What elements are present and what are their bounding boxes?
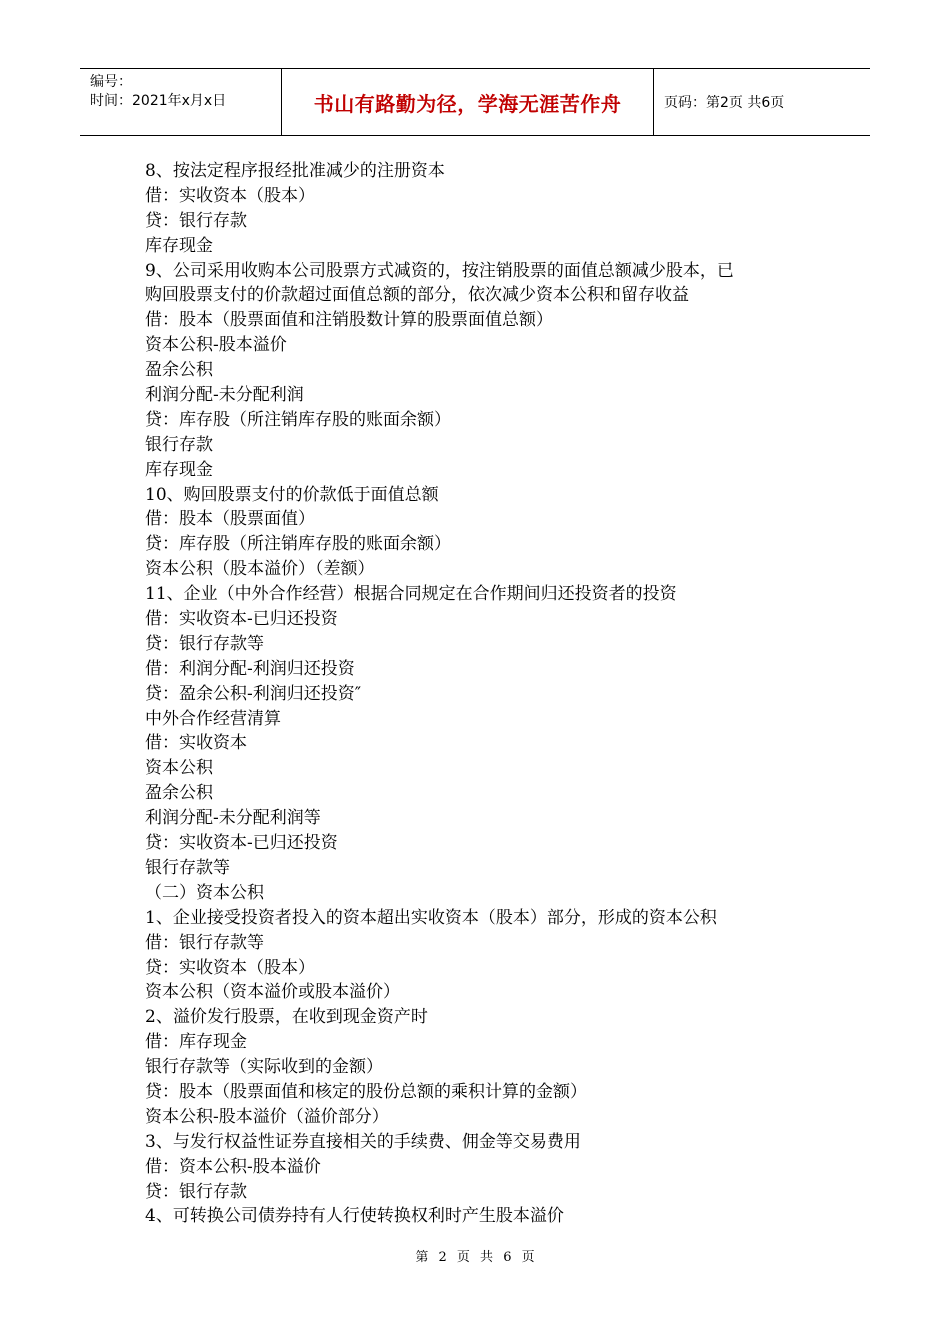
body-line: 3、与发行权益性证券直接相关的手续费、佣金等交易费用 <box>145 1131 581 1152</box>
body-line: 贷：库存股（所注销库存股的账面余额） <box>145 534 451 555</box>
body-line: 资本公积（股本溢价）（差额） <box>145 559 375 580</box>
body-line: （二）资本公积 <box>145 882 264 903</box>
body-line: 10、购回股票支付的价款低于面值总额 <box>145 484 439 505</box>
body-line: 2、溢价发行股票，在收到现金资产时 <box>145 1007 428 1028</box>
body-line: 4、可转换公司债券持有人行使转换权利时产生股本溢价 <box>145 1206 564 1227</box>
header-motto: 书山有路勤为径，学海无涯苦作舟 <box>282 69 654 135</box>
body-line: 借：实收资本 <box>145 733 247 754</box>
body-line: 11、企业（中外合作经营）根据合同规定在合作期间归还投资者的投资 <box>145 584 677 605</box>
body-line: 1、企业接受投资者投入的资本超出实收资本（股本）部分，形成的资本公积 <box>145 907 717 928</box>
body-line: 盈余公积 <box>145 783 213 804</box>
body-line: 贷：股本（股票面值和核定的股份总额的乘积计算的金额） <box>145 1081 587 1102</box>
body-line: 借：实收资本-已归还投资 <box>145 609 338 630</box>
page-footer: 第 2 页 共 6 页 <box>415 1250 535 1265</box>
body-line: 库存现金 <box>145 235 213 256</box>
body-line: 资本公积 <box>145 758 213 779</box>
page-header <box>80 68 870 136</box>
body-line: 借：股本（股票面值） <box>145 509 315 530</box>
body-line: 资本公积（资本溢价或股本溢价） <box>145 982 400 1003</box>
document-date-label: 时间：2021年x月x日 <box>90 93 227 109</box>
body-line: 库存现金 <box>145 459 213 480</box>
body-line: 借：银行存款等 <box>145 932 264 953</box>
body-line: 9、公司采用收购本公司股票方式减资的，按注销股票的面值总额减少股本，已 <box>145 260 734 281</box>
body-line: 盈余公积 <box>145 360 213 381</box>
body-line: 贷：银行存款等 <box>145 633 264 654</box>
body-line: 贷：盈余公积-利润归还投资″ <box>145 683 362 704</box>
body-line: 贷：银行存款 <box>145 1181 247 1202</box>
body-line: 贷：库存股（所注销库存股的账面余额） <box>145 409 451 430</box>
body-line: 贷：银行存款 <box>145 210 247 231</box>
body-line: 8、按法定程序报经批准减少的注册资本 <box>145 161 445 181</box>
body-line: 利润分配-未分配利润 <box>145 385 304 406</box>
body-line: 利润分配-未分配利润等 <box>145 808 321 829</box>
body-line: 贷：实收资本-已归还投资 <box>145 833 338 854</box>
document-body <box>145 159 845 1229</box>
body-line: 资本公积-股本溢价 <box>145 335 287 356</box>
header-page-number: 页码：第2页 共6页 <box>664 95 785 111</box>
body-line: 贷：实收资本（股本） <box>145 957 315 978</box>
header-meta <box>80 69 282 135</box>
body-line: 借：利润分配-利润归还投资 <box>145 658 355 679</box>
body-line: 银行存款等 <box>145 857 230 878</box>
body-line: 中外合作经营清算 <box>145 708 281 729</box>
body-line: 资本公积-股本溢价（溢价部分） <box>145 1106 389 1127</box>
body-line: 银行存款 <box>145 434 213 455</box>
body-line: 银行存款等（实际收到的金额） <box>145 1057 383 1078</box>
body-line: 购回股票支付的价款超过面值总额的部分，依次减少资本公积和留存收益 <box>145 285 689 306</box>
body-line: 借：库存现金 <box>145 1032 247 1053</box>
document-number-label: 编号： <box>90 74 132 90</box>
body-line: 借：实收资本（股本） <box>145 185 315 206</box>
body-line: 借：股本（股票面值和注销股数计算的股票面值总额） <box>145 310 553 331</box>
body-line: 借：资本公积-股本溢价 <box>145 1156 321 1177</box>
